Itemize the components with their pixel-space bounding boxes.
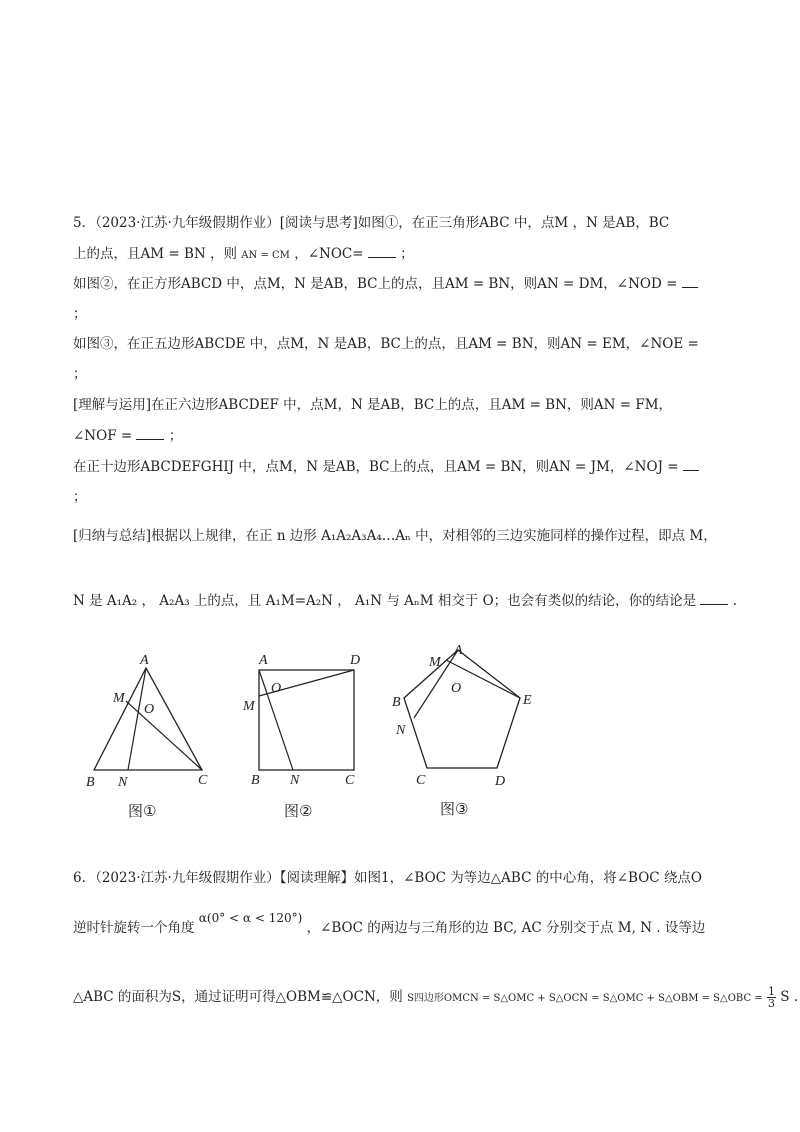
q5-line-2-d: ； bbox=[400, 246, 414, 262]
fig1-label-n: N bbox=[118, 775, 128, 790]
q5-line-1: 5．（2023·江苏·九年级假期作业）[阅读与思考]如图①，在正三角形ABC 中，点M ，N 是AB，BC bbox=[73, 215, 670, 231]
fig1-label-o: O bbox=[144, 702, 155, 717]
q5-line-5: 如图③，在正五边形ABCDE 中，点M，N 是AB，BC上的点，且AM = BN，则AN = EM，∠NOE = bbox=[73, 336, 699, 352]
figure-1-triangle bbox=[80, 650, 220, 795]
q6-line-3-b: S四边形OMCN = S△OMC + S△OCN = S△OMC + S△OBM = S△OBC = bbox=[407, 993, 763, 1004]
fig2-label-n: N bbox=[290, 773, 300, 788]
fig3-label-o: O bbox=[451, 681, 462, 696]
q6-line-2-a: 逆时针旋转一个角度 bbox=[73, 920, 195, 936]
q5-line-12 bbox=[73, 590, 737, 611]
answer-blank-4 bbox=[683, 456, 699, 471]
q5-line-3 bbox=[73, 273, 698, 294]
q5-line-12-text: N 是 A₁A₂ ， A₂A₃ 上的点，且 A₁M=A₂N ， A₁N 与 AₙM 相交于 O；也会有类似的结论，你的结论是 bbox=[73, 593, 697, 609]
q5-line-8-b: ； bbox=[168, 428, 183, 444]
fig1-label-c: C bbox=[198, 773, 208, 788]
q6-line-2-b: α(0° < α < 120°) bbox=[198, 911, 303, 925]
q6-line-2-c: ，∠BOC 的两边与三角形的边 BC, AC 分别交于点 M, N . 设等边 bbox=[306, 920, 706, 936]
fig1-label-m: M bbox=[113, 691, 125, 706]
q6-line-2 bbox=[73, 911, 706, 938]
answer-blank-2 bbox=[682, 273, 698, 288]
figure-3-caption: 图③ bbox=[440, 800, 469, 818]
q6-line-3 bbox=[73, 986, 798, 1009]
figure-2-square bbox=[245, 650, 370, 795]
q6-line-3-a: △ABC 的面积为S，通过证明可得△OBM≌△OCN，则 bbox=[73, 989, 403, 1005]
fig2-label-c: C bbox=[345, 773, 355, 788]
fig3-label-c: C bbox=[416, 773, 426, 788]
fig2-label-b: B bbox=[251, 773, 260, 788]
fig3-label-d: D bbox=[495, 774, 506, 789]
q6-line-3-e: S . bbox=[780, 989, 799, 1005]
fraction-denominator: 3 bbox=[767, 997, 775, 1010]
fig2-label-m: M bbox=[243, 699, 255, 714]
q5-line-11: [归纳与总结]根据以上规律，在正 n 边形 A₁A₂A₃A₄…Aₙ 中，对相邻的三边实施同样的操作过程，即点 M， bbox=[73, 528, 717, 544]
answer-blank-3 bbox=[136, 425, 164, 440]
q5-line-8-a: ∠NOF = bbox=[73, 428, 133, 444]
figure-3-pentagon bbox=[385, 640, 545, 795]
q5-line-9-text: 在正十边形ABCDEFGHIJ 中，点M，N 是AB，BC上的点，且AM = BN，则AN = JM，∠NOJ = bbox=[73, 459, 679, 475]
q5-line-9 bbox=[73, 456, 699, 477]
q5-line-2-a: 上的点，且AM = BN ，则 bbox=[73, 246, 237, 262]
q6-line-1: 6．（2023·江苏·九年级假期作业）【阅读理解】如图1，∠BOC 为等边△ABC 的中心角，将∠BOC 绕点O bbox=[73, 870, 702, 886]
q5-line-3-text: 如图②，在正方形ABCD 中，点M，N 是AB，BC上的点，且AM = BN，则AN = DM，∠NOD = bbox=[73, 276, 678, 292]
fig2-label-a: A bbox=[259, 653, 268, 668]
q5-line-10: ； bbox=[73, 489, 87, 505]
fig3-label-b: B bbox=[392, 695, 401, 710]
figure-1-caption: 图① bbox=[128, 802, 157, 820]
answer-blank-1 bbox=[368, 243, 396, 258]
fig3-label-e: E bbox=[523, 693, 532, 708]
fig3-label-a: A bbox=[454, 643, 463, 658]
q5-line-2 bbox=[73, 243, 414, 266]
q5-line-6: ； bbox=[73, 366, 87, 382]
fig2-label-o: O bbox=[271, 681, 282, 696]
fig1-label-a: A bbox=[140, 653, 149, 668]
fig2-label-d: D bbox=[350, 653, 361, 668]
q5-line-7: [理解与运用]在正六边形ABCDEF 中，点M，N 是AB，BC上的点，且AM = BN，则AN = FM， bbox=[73, 397, 673, 413]
q5-line-4: ； bbox=[73, 306, 87, 322]
answer-blank-5 bbox=[700, 590, 728, 605]
fig1-label-b: B bbox=[86, 775, 95, 790]
q5-line-8 bbox=[73, 425, 182, 446]
q5-line-2-b: AN = CM bbox=[241, 250, 290, 261]
figure-2-caption: 图② bbox=[284, 802, 313, 820]
fraction-one-third bbox=[767, 986, 776, 1009]
q5-line-2-c: ，∠NOC= bbox=[294, 246, 364, 262]
fraction-numerator: 1 bbox=[767, 985, 775, 998]
fig3-label-m: M bbox=[429, 655, 441, 670]
q5-line-12-end: . bbox=[732, 593, 738, 609]
fig3-label-n: N bbox=[396, 723, 406, 738]
